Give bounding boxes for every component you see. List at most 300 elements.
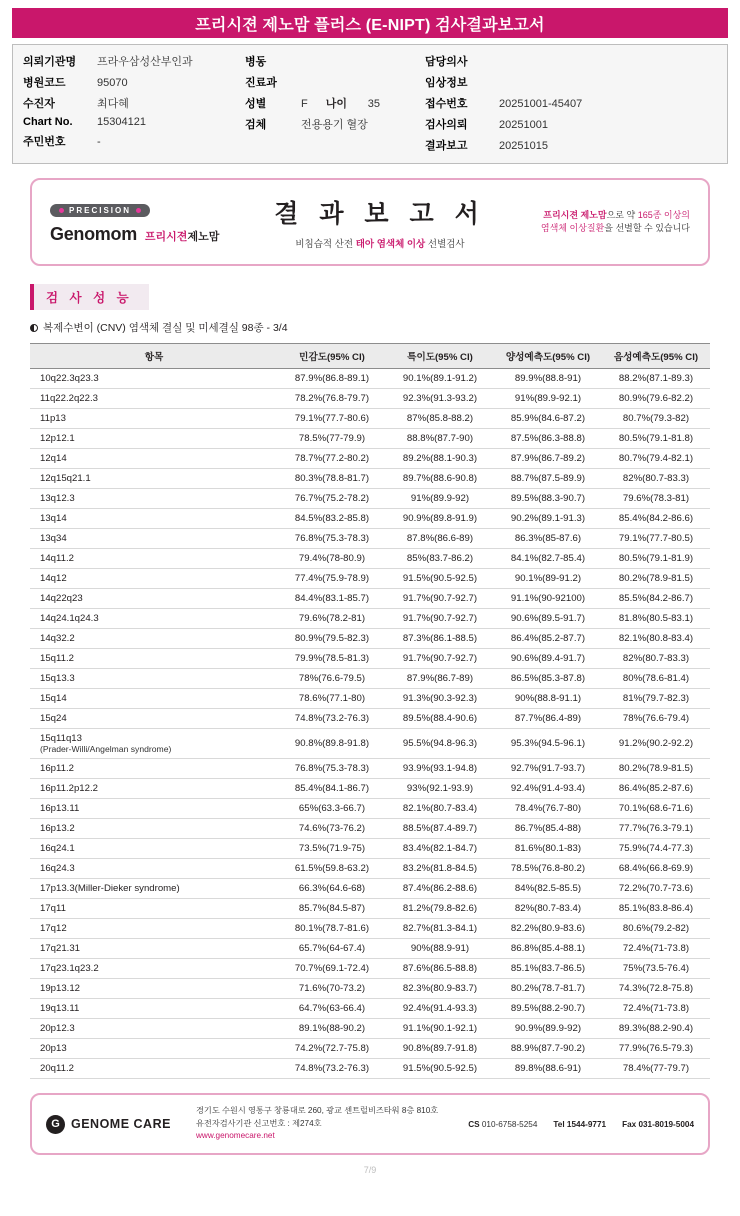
table-cell-ppv: 80.2%(78.7-81.7) [494,979,602,999]
table-cell-specificity: 91%(89.9-92) [386,489,494,509]
info-value: 20251001 [499,119,548,131]
table-cell-specificity: 82.7%(81.3-84.1) [386,919,494,939]
table-cell-sensitivity: 61.5%(59.8-63.2) [278,859,386,879]
table-cell-ppv: 87.7%(86.4-89) [494,709,602,729]
table-cell-sensitivity: 78.2%(76.8-79.7) [278,389,386,409]
table-cell-item: 16p11.2p12.2 [30,779,278,799]
footer-contacts [468,1120,694,1129]
table-row [30,859,710,879]
table-row [30,839,710,859]
table-cell-ppv: 85.9%(84.6-87.2) [494,409,602,429]
table-cell-ppv: 89.8%(88.6-91) [494,1059,602,1079]
info-row [245,74,425,90]
table-cell-npv: 72.4%(71-73.8) [602,999,710,1019]
page-title: 프리시젼 제노맘 플러스 (E-NIPT) 검사결과보고서 [12,8,728,38]
table-cell-sensitivity: 84.5%(83.2-85.8) [278,509,386,529]
table-cell-specificity: 83.2%(81.8-84.5) [386,859,494,879]
footer-contact-fax [622,1120,694,1129]
report-subline-post: 선별검사 [425,239,465,250]
table-row [30,369,710,389]
info-value-age: 35 [367,98,380,110]
table-cell-npv: 80.2%(78.9-81.5) [602,569,710,589]
table-cell-item: 16q24.1 [30,839,278,859]
info-label: 의뢰기관명 [23,56,77,68]
patient-info-col-1 [23,53,245,153]
footer-contact-cs [468,1120,537,1129]
table-row [30,489,710,509]
table-cell-item: 10q22.3q23.3 [30,369,278,389]
info-row [425,74,717,90]
table-cell-item: 19p13.12 [30,979,278,999]
table-cell-ppv: 89.5%(88.3-90.7) [494,489,602,509]
table-cell-sensitivity: 87.9%(86.8-89.1) [278,369,386,389]
table-cell-sensitivity: 79.9%(78.5-81.3) [278,649,386,669]
section-subtitle-text: 복제수변이 (CNV) 염색체 결실 및 미세결실 98종 - 3/4 [43,322,288,334]
table-cell-npv: 82%(80.7-83.3) [602,649,710,669]
table-cell-item: 14q32.2 [30,629,278,649]
info-label: 수진자 [23,98,55,110]
genome-care-logo [46,1115,196,1134]
report-note [510,209,690,236]
report-note-line-1 [510,209,690,223]
table-cell-sensitivity: 79.4%(78-80.9) [278,549,386,569]
footer-contact-cs-label: CS [468,1119,480,1129]
table-cell-npv: 77.7%(76.3-79.1) [602,819,710,839]
info-value: 15304121 [97,116,146,128]
table-cell-ppv: 87.5%(86.3-88.8) [494,429,602,449]
report-page [0,8,740,1216]
table-cell-sensitivity: 78.5%(77-79.9) [278,429,386,449]
table-row [30,689,710,709]
table-cell-ppv: 89.9%(88.8-91) [494,369,602,389]
table-cell-sensitivity: 76.7%(75.2-78.2) [278,489,386,509]
table-cell-specificity: 93%(92.1-93.9) [386,779,494,799]
table-cell-sensitivity: 84.4%(83.1-85.7) [278,589,386,609]
table-cell-ppv: 85.1%(83.7-86.5) [494,959,602,979]
table-cell-npv: 85.1%(83.8-86.4) [602,899,710,919]
info-row [245,116,425,132]
precision-badge [50,204,150,217]
table-cell-ppv: 82%(80.7-83.4) [494,899,602,919]
dot-icon [136,208,141,213]
report-note-text-1: 으로 약 [606,209,638,220]
table-cell-ppv: 81.6%(80.1-83) [494,839,602,859]
table-cell-npv: 77.9%(76.5-79.3) [602,1039,710,1059]
info-value: 20251001-45407 [499,98,583,110]
table-row [30,569,710,589]
table-cell-item: 19q13.11 [30,999,278,1019]
table-header-ppv: 양성예측도(95% CI) [494,344,602,369]
report-subline-pre: 비침습적 산전 [295,239,356,250]
cnv-performance-table [30,343,710,1079]
table-cell-specificity: 90%(88.9-91) [386,939,494,959]
table-cell-specificity: 89.7%(88.6-90.8) [386,469,494,489]
table-cell-npv: 80.7%(79.4-82.1) [602,449,710,469]
table-cell-specificity: 90.8%(89.7-91.8) [386,1039,494,1059]
table-cell-specificity: 92.3%(91.3-93.2) [386,389,494,409]
half-circle-icon [30,324,38,332]
brand-name-en: Genomom [50,223,137,244]
table-cell-ppv: 78.5%(76.8-80.2) [494,859,602,879]
table-cell-sensitivity: 64.7%(63-66.4) [278,999,386,1019]
table-cell-specificity: 87.8%(86.6-89) [386,529,494,549]
footer-contact-tel-value: 1544-9771 [566,1119,607,1129]
info-label: 병동 [245,56,267,68]
table-cell-ppv: 84%(82.5-85.5) [494,879,602,899]
table-cell-specificity: 87.9%(86.7-89) [386,669,494,689]
table-header-item: 항목 [30,344,278,369]
table-cell-item: 20q11.2 [30,1059,278,1079]
table-row [30,409,710,429]
table-cell-item: 20p12.3 [30,1019,278,1039]
table-cell-specificity: 82.3%(80.9-83.7) [386,979,494,999]
info-label: 담당의사 [425,56,468,68]
table-cell-specificity: 89.5%(88.4-90.6) [386,709,494,729]
report-note-disease: 염색체 이상질환 [540,223,605,233]
table-row [30,879,710,899]
table-row [30,1059,710,1079]
table-cell-specificity: 95.5%(94.8-96.3) [386,729,494,759]
table-cell-npv: 80.6%(79.2-82) [602,919,710,939]
table-row [30,589,710,609]
table-cell-item: 17q11 [30,899,278,919]
table-cell-sensitivity: 80.9%(79.5-82.3) [278,629,386,649]
table-row [30,959,710,979]
table-cell-specificity: 91.7%(90.7-92.7) [386,649,494,669]
report-note-brand: 프리시젼 제노맘 [543,209,607,220]
table-cell-specificity: 91.7%(90.7-92.7) [386,609,494,629]
report-note-line-2 [510,222,690,236]
table-cell-sensitivity: 71.6%(70-73.2) [278,979,386,999]
table-cell-specificity: 89.2%(88.1-90.3) [386,449,494,469]
table-row [30,759,710,779]
table-cell-item: 17q12 [30,919,278,939]
info-label: 임상정보 [425,77,468,89]
table-cell-item: 12p12.1 [30,429,278,449]
table-cell-ppv: 90.9%(89.9-92) [494,1019,602,1039]
table-cell-item: 14q11.2 [30,549,278,569]
table-cell-item: 12q14 [30,449,278,469]
info-row [23,116,245,128]
footer-contact-tel-label: Tel [553,1119,565,1129]
info-label: Chart No. [23,116,73,128]
genome-care-logo-text: GENOME CARE [71,1117,171,1132]
info-row [23,95,245,111]
table-cell-sensitivity: 90.8%(89.8-91.8) [278,729,386,759]
table-cell-item: 20p13 [30,1039,278,1059]
table-cell-npv: 82%(80.7-83.3) [602,469,710,489]
patient-info-box [12,44,728,164]
table-cell-npv: 70.1%(68.6-71.6) [602,799,710,819]
table-cell-ppv: 92.7%(91.7-93.7) [494,759,602,779]
info-row [425,53,717,69]
table-row [30,779,710,799]
footer-website-link[interactable]: www.genomecare.net [196,1131,275,1141]
table-cell-npv: 68.4%(66.8-69.9) [602,859,710,879]
table-cell-npv: 79.6%(78.3-81) [602,489,710,509]
table-cell-npv: 75.9%(74.4-77.3) [602,839,710,859]
table-row [30,389,710,409]
table-cell-specificity: 93.9%(93.1-94.8) [386,759,494,779]
table-cell-sensitivity: 78.7%(77.2-80.2) [278,449,386,469]
table-cell-npv: 72.4%(71-73.8) [602,939,710,959]
table-cell-item: 16q24.3 [30,859,278,879]
table-cell-specificity: 87%(85.8-88.2) [386,409,494,429]
table-cell-specificity: 82.1%(80.7-83.4) [386,799,494,819]
table-cell-npv: 80.5%(79.1-81.8) [602,429,710,449]
table-cell-specificity: 83.4%(82.1-84.7) [386,839,494,859]
patient-info-col-3 [425,53,717,153]
table-cell-item: 11p13 [30,409,278,429]
dot-icon [59,208,64,213]
footer-address-line-1: 경기도 수원시 영통구 창룡대로 260, 광교 센트럴비즈타워 8층 810호 [196,1106,439,1115]
table-cell-npv: 78.4%(77-79.7) [602,1059,710,1079]
precision-badge-label: PRECISION [69,205,132,215]
table-cell-specificity: 85%(83.7-86.2) [386,549,494,569]
table-cell-npv: 74.3%(72.8-75.8) [602,979,710,999]
table-row [30,449,710,469]
info-row [23,74,245,90]
table-cell-specificity: 91.5%(90.5-92.5) [386,1059,494,1079]
table-cell-ppv: 89.5%(88.2-90.7) [494,999,602,1019]
info-row-sex-age [245,95,425,111]
table-cell-sensitivity: 78%(76.6-79.5) [278,669,386,689]
table-header-specificity: 특이도(95% CI) [386,344,494,369]
table-cell-specificity: 91.5%(90.5-92.5) [386,569,494,589]
table-cell-sensitivity: 74.2%(72.7-75.8) [278,1039,386,1059]
info-label-age: 나이 [325,98,347,110]
table-cell-sensitivity: 74.8%(73.2-76.3) [278,1059,386,1079]
table-cell-specificity: 88.5%(87.4-89.7) [386,819,494,839]
info-row [425,137,717,153]
table-cell-npv: 80.9%(79.6-82.2) [602,389,710,409]
table-cell-ppv: 90.2%(89.1-91.3) [494,509,602,529]
table-cell-ppv: 82.2%(80.9-83.6) [494,919,602,939]
report-subline-highlight: 태아 염색체 이상 [355,239,426,250]
footer-address-line-2: 유전자검사기관 신고번호 : 제274호 [196,1118,322,1128]
brand-name [50,224,250,245]
table-row [30,649,710,669]
table-cell-ppv: 87.9%(86.7-89.2) [494,449,602,469]
info-label: 검체 [245,119,267,131]
table-cell-ppv: 91.1%(90-92100) [494,589,602,609]
info-value: 20251015 [499,140,548,152]
table-cell-specificity: 90.9%(89.8-91.9) [386,509,494,529]
table-row [30,509,710,529]
table-cell-item: 11q22.2q22.3 [30,389,278,409]
table-cell-sensitivity: 85.4%(84.1-86.7) [278,779,386,799]
table-cell-item: 15q13.3 [30,669,278,689]
table-cell-npv: 82.1%(80.8-83.4) [602,629,710,649]
table-cell-npv: 91.2%(90.2-92.2) [602,729,710,759]
footer-contact-cs-value: 010-6758-5254 [481,1119,538,1129]
table-cell-item: 15q11q13 (Prader-Willi/Angelman syndrome) [30,729,278,759]
table-cell-npv: 80.5%(79.1-81.9) [602,549,710,569]
table-row [30,629,710,649]
table-cell-item: 14q22q23 [30,589,278,609]
table-cell-item: 17p13.3(Miller-Dieker syndrome) [30,879,278,899]
table-cell-npv: 88.2%(87.1-89.3) [602,369,710,389]
table-cell-sensitivity: 66.3%(64.6-68) [278,879,386,899]
info-value: - [97,136,101,148]
table-cell-sensitivity: 74.8%(73.2-76.3) [278,709,386,729]
info-row [23,133,245,149]
info-value: 전용용기 혈장 [301,119,368,131]
table-cell-specificity: 87.4%(86.2-88.6) [386,879,494,899]
footer-contact-tel [553,1120,606,1129]
table-cell-sensitivity: 79.6%(78.2-81) [278,609,386,629]
table-cell-sensitivity: 65%(63.3-66.7) [278,799,386,819]
table-header-row [30,344,710,369]
table-row [30,429,710,449]
table-row [30,529,710,549]
table-cell-ppv: 88.9%(87.7-90.2) [494,1039,602,1059]
info-label: 성별 [245,98,267,110]
table-cell-npv: 86.4%(85.2-87.6) [602,779,710,799]
table-row [30,939,710,959]
table-cell-npv: 85.5%(84.2-86.7) [602,589,710,609]
table-cell-npv: 85.4%(84.2-86.6) [602,509,710,529]
table-cell-sensitivity: 76.8%(75.3-78.3) [278,759,386,779]
patient-info-col-2 [245,53,425,153]
table-row [30,919,710,939]
table-cell-specificity: 88.8%(87.7-90) [386,429,494,449]
table-cell-npv: 89.3%(88.2-90.4) [602,1019,710,1039]
table-cell-item: 12q15q21.1 [30,469,278,489]
info-value: F [301,98,308,110]
info-label: 결과보고 [425,140,468,152]
table-cell-sensitivity: 70.7%(69.1-72.4) [278,959,386,979]
table-cell-npv: 81.8%(80.5-83.1) [602,609,710,629]
table-row [30,819,710,839]
table-cell-ppv: 92.4%(91.4-93.4) [494,779,602,799]
table-cell-item: 17q21.31 [30,939,278,959]
table-cell-sensitivity: 76.8%(75.3-78.3) [278,529,386,549]
table-row [30,1039,710,1059]
table-cell-ppv: 86.3%(85-87.6) [494,529,602,549]
report-header-card [30,178,710,266]
footer-contact-fax-label: Fax [622,1119,637,1129]
table-cell-item: 16p13.2 [30,819,278,839]
table-cell-specificity: 91.1%(90.1-92.1) [386,1019,494,1039]
table-cell-ppv: 90.1%(89-91.2) [494,569,602,589]
table-cell-item: 13q14 [30,509,278,529]
info-label: 검사의뢰 [425,119,468,131]
table-cell-sensitivity: 78.6%(77.1-80) [278,689,386,709]
table-cell-specificity: 91.3%(90.3-92.3) [386,689,494,709]
table-row [30,469,710,489]
table-cell-specificity: 87.6%(86.5-88.8) [386,959,494,979]
table-cell-npv: 75%(73.5-76.4) [602,959,710,979]
section-tab-label: 검 사 성 능 [30,284,149,310]
info-row [425,95,717,111]
table-cell-npv: 79.1%(77.7-80.5) [602,529,710,549]
table-cell-npv: 80.2%(78.9-81.5) [602,759,710,779]
table-cell-npv: 72.2%(70.7-73.6) [602,879,710,899]
table-cell-item: 15q11.2 [30,649,278,669]
table-cell-ppv: 91%(89.9-92.1) [494,389,602,409]
report-note-text-2: 을 선별할 수 있습니다 [604,223,690,233]
table-cell-sensitivity: 89.1%(88-90.2) [278,1019,386,1039]
table-cell-item: 17q23.1q23.2 [30,959,278,979]
info-value: 95070 [97,77,128,89]
page-number: 7/9 [363,1165,377,1176]
table-cell-npv: 80%(78.6-81.4) [602,669,710,689]
table-cell-ppv: 88.7%(87.5-89.9) [494,469,602,489]
table-cell-item: 16p11.2 [30,759,278,779]
table-row [30,999,710,1019]
table-cell-specificity: 92.4%(91.4-93.3) [386,999,494,1019]
table-cell-item: 15q24 [30,709,278,729]
table-cell-sensitivity: 65.7%(64-67.4) [278,939,386,959]
table-cell-ppv: 86.4%(85.2-87.7) [494,629,602,649]
info-row [23,53,245,69]
table-cell-ppv: 84.1%(82.7-85.4) [494,549,602,569]
table-cell-ppv: 90%(88.8-91.1) [494,689,602,709]
table-cell-item: 13q34 [30,529,278,549]
table-cell-specificity: 81.2%(79.8-82.6) [386,899,494,919]
footer-card [30,1093,710,1155]
table-cell-sensitivity: 85.7%(84.5-87) [278,899,386,919]
table-row [30,609,710,629]
report-headline-block [250,194,510,250]
info-value: 프라우삼성산부인과 [97,56,193,68]
table-cell-item: 14q24.1q24.3 [30,609,278,629]
table-cell-sensitivity: 80.1%(78.7-81.6) [278,919,386,939]
table-cell-ppv: 90.6%(89.5-91.7) [494,609,602,629]
table-cell-sensitivity: 73.5%(71.9-75) [278,839,386,859]
table-cell-ppv: 95.3%(94.5-96.1) [494,729,602,759]
table-cell-item: 16p13.11 [30,799,278,819]
info-label: 진료과 [245,77,277,89]
table-cell-specificity: 87.3%(86.1-88.5) [386,629,494,649]
table-cell-npv: 80.7%(79.3-82) [602,409,710,429]
table-cell-sensitivity: 79.1%(77.7-80.6) [278,409,386,429]
genome-care-mark-icon: G [46,1115,65,1134]
table-cell-ppv: 90.6%(89.4-91.7) [494,649,602,669]
brand-block [50,200,250,245]
footer-address [196,1105,468,1143]
table-cell-item: 15q14 [30,689,278,709]
report-headline: 결 과 보 고 서 [274,200,486,228]
brand-name-kr-2: 제노맘 [187,230,220,243]
info-row [425,116,717,132]
brand-name-kr-1: 프리시젼 [144,230,188,243]
section-header [30,284,710,310]
info-label: 접수번호 [425,98,468,110]
table-cell-ppv: 78.4%(76.7-80) [494,799,602,819]
info-label: 주민번호 [23,136,66,148]
table-cell-npv: 81%(79.7-82.3) [602,689,710,709]
brand-name-kr [145,228,219,244]
table-cell-npv: 78%(76.6-79.4) [602,709,710,729]
info-row [245,53,425,69]
table-cell-ppv: 86.5%(85.3-87.8) [494,669,602,689]
table-row [30,729,710,759]
table-cell-ppv: 86.7%(85.4-88) [494,819,602,839]
section-subtitle [30,320,710,335]
table-row [30,669,710,689]
table-cell-sensitivity: 80.3%(78.8-81.7) [278,469,386,489]
table-row [30,1019,710,1039]
table-row [30,899,710,919]
info-value: 최다혜 [97,98,129,110]
table-row [30,549,710,569]
table-header-npv: 음성예측도(95% CI) [602,344,710,369]
table-cell-item-subtext: (Prader-Willi/Angelman syndrome) [40,744,172,754]
table-row [30,799,710,819]
table-cell-item: 14q12 [30,569,278,589]
